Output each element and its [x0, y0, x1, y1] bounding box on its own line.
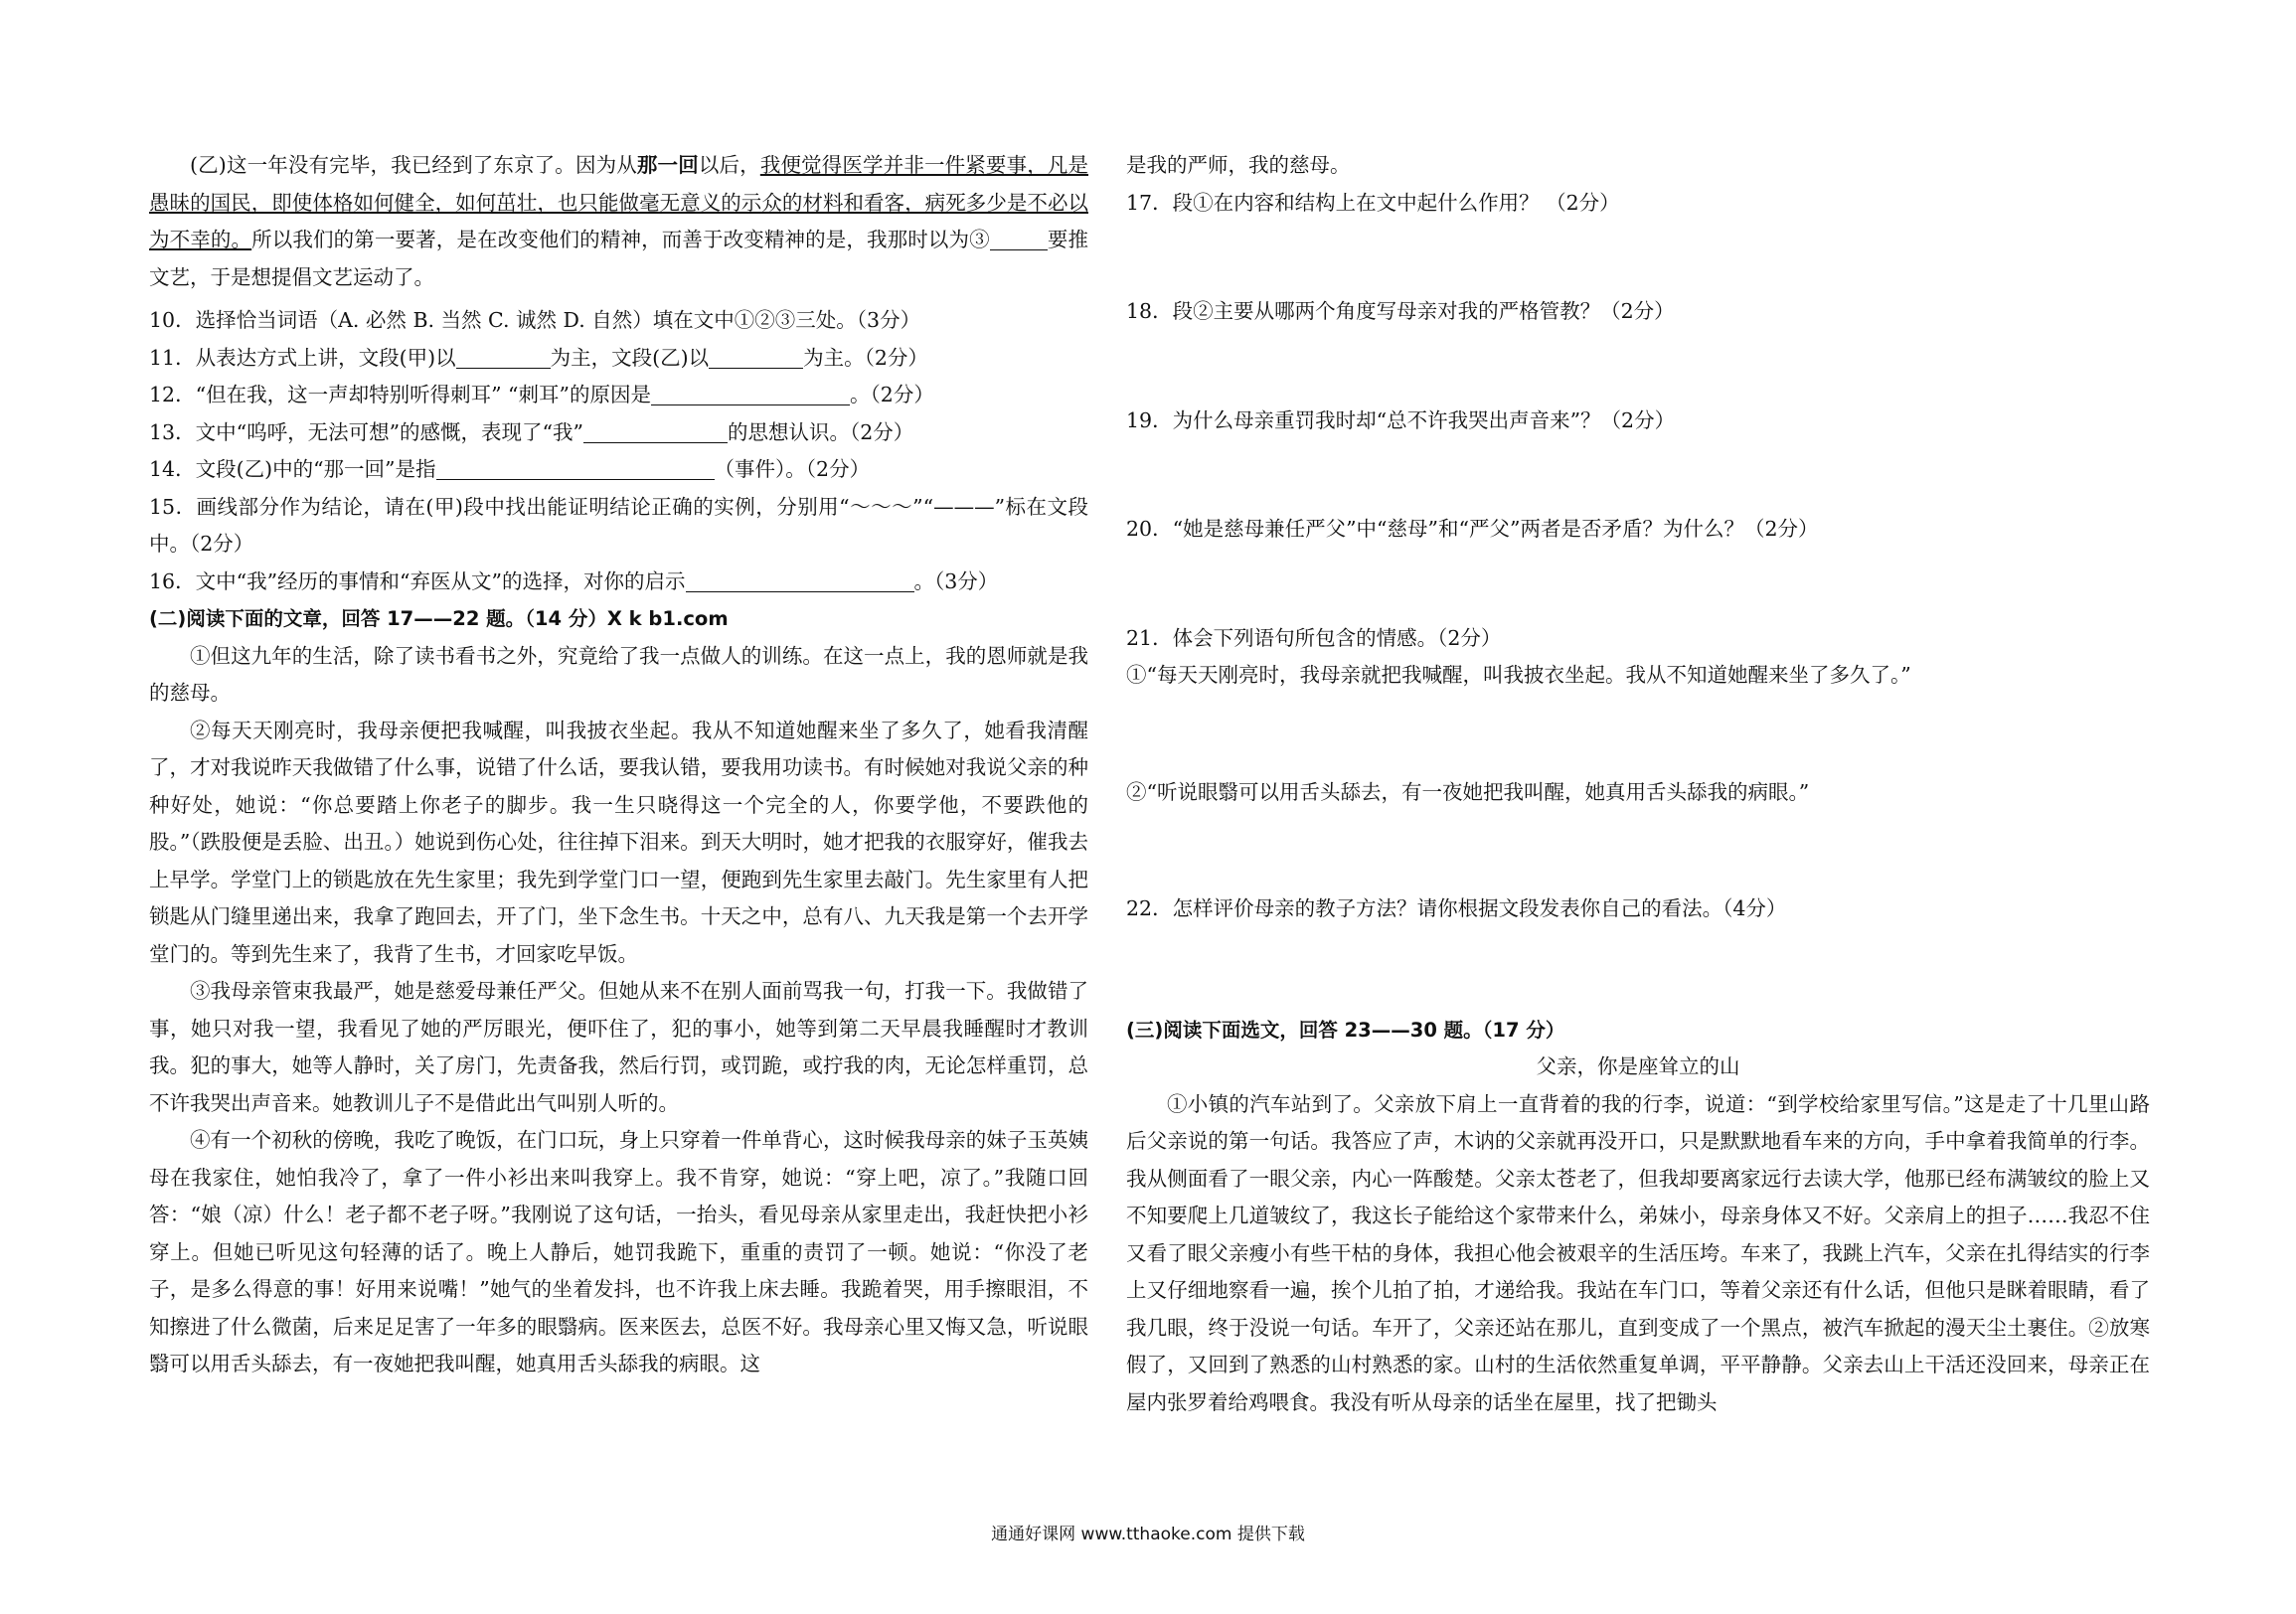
answer-space-18[interactable] [1126, 331, 2150, 403]
passage-yi-underlined: 我便觉得医学并非一件紧要事，凡是愚昧的国民，即使体格如何健全，如何茁壮，也只能做毫无意义的示众的材料和看客，病死多少是不必以为不幸的。 [149, 153, 1089, 251]
answer-space-19[interactable] [1126, 439, 2150, 511]
passage-yi-bold: 那一回 [636, 153, 699, 177]
question-17: 17．段①在内容和结构上在文中起什么作用？ （2分） [1126, 190, 1620, 215]
passage-yi-text-2: 以后， [698, 153, 760, 177]
passage-2-continuation: 是我的严师，我的慈母。 [1126, 153, 1351, 177]
answer-space-17[interactable] [1126, 222, 2150, 293]
q11-blank-1[interactable] [456, 344, 551, 369]
answer-space-20[interactable] [1126, 549, 2150, 620]
q16-text-b: 。（3分） [913, 568, 999, 593]
passage-2-para-3: ③我母亲管束我最严，她是慈爱母兼任严父。但她从来不在别人面前骂我一句，打我一下。我做错了事，她只对我一望，我看见了她的严厉眼光，便吓住了，犯的事小，她等到第二天早晨我睡醒时才教训我。犯的事大，她等人静时，关了房门，先责备我，然后行罚，或罚跪，或拧我的肉，无论怎样重罚，总不许我哭出声音来。她教训儿子不是借此出气叫别人听的。 [149, 979, 1088, 1115]
answer-blank-3[interactable] [990, 226, 1048, 250]
q14-blank[interactable] [436, 455, 715, 480]
section-2-heading: (二)阅读下面的文章，回答 17——22 题。（14 分）X k b1.com [149, 607, 729, 630]
page-footer: 通通好课网 www.tthaoke.com 提供下载 [991, 1525, 1305, 1544]
q12-text-a: 12．“但在我，这一声却特别听得刺耳” “刺耳”的原因是 [149, 383, 652, 406]
question-21-item-2: ②“听说眼翳可以用舌头舔去，有一夜她把我叫醒，她真用舌头舔我的病眼。” [1126, 779, 1810, 804]
passage-yi-text-4: 要推文艺，于是想提倡文艺运动了。 [149, 228, 1089, 289]
question-21-item-1: ①“每天天刚亮时，我母亲就把我喊醒，叫我披衣坐起。我从不知道她醒来坐了多久了。” [1126, 663, 1911, 687]
passage-yi-text-1: (乙)这一年没有完毕，我已经到了东京了。因为从 [190, 153, 637, 177]
passage-2-para-1: ①但这九年的生活，除了读书看书之外，究竟给了我一点做人的训练。在这一点上，我的恩师就是我的慈母。 [149, 643, 1088, 705]
q16-text-a: 16．文中“我”经历的事情和“弃医从文”的选择，对你的启示 [149, 568, 686, 593]
q12-text-b: 。（2分） [850, 383, 934, 406]
passage-3-title: 父亲，你是座耸立的山 [1536, 1054, 1740, 1078]
q14-text-a: 14．文段(乙)中的“那一回”是指 [149, 457, 436, 481]
question-12 [149, 377, 1088, 414]
question-15: 15．画线部分作为结论，请在(甲)段中找出能证明结论正确的实例，分别用“～～～”“———”标在文段中。（2分） [149, 494, 1088, 556]
q14-text-b: （事件）。（2分） [714, 457, 871, 481]
q11-text-b: 为主，文段(乙)以 [550, 345, 710, 370]
question-11 [149, 340, 1088, 378]
right-column [1126, 147, 2150, 1421]
question-13 [149, 414, 1088, 452]
passage-2-para-2: ②每天天刚亮时，我母亲便把我喊醒，叫我披衣坐起。我从不知道她醒来坐了多久了，她看我清醒了，才对我说昨天我做错了什么事，说错了什么话，要我认错，要我用功读书。有时候她对我说父亲的种种好处，她说：“你总要踏上你老子的脚步。我一生只晓得这一个完全的人，你要学他，不要跌他的股。”（跌股便是丢脸、出丑。）她说到伤心处，往往掉下泪来。到天大明时，她才把我的衣服穿好，催我去上早学。学堂门上的锁匙放在先生家里；我先到学堂门口一望，便跑到先生家里去敲门。先生家里有人把锁匙从门缝里递出来，我拿了跑回去，开了门，坐下念生书。十天之中，总有八、九天我是第一个去开学堂门的。等到先生来了，我背了生书，才回家吃早饭。 [149, 718, 1088, 966]
question-18: 18．段②主要从哪两个角度写母亲对我的严格管教？（2分） [1126, 299, 1675, 323]
question-14 [149, 451, 1088, 489]
answer-space-21-1[interactable] [1126, 695, 2150, 774]
passage-3-para-1: ①小镇的汽车站到了。父亲放下肩上一直背着的我的行李，说道：“到学校给家里写信。”这是走了十几里山路后父亲说的第一句话。我答应了声，木讷的父亲就再没开口，只是默默地看车来的方向，手中拿着我简单的行李。我从侧面看了一眼父亲，内心一阵酸楚。父亲太苍老了，但我却要离家远行去读大学，他那已经布满皱纹的脸上又不知要爬上几道皱纹了，我这长子能给这个家带来什么，弟妹小，母亲身体又不好。父亲肩上的担子……我忍不住又看了眼父亲瘦小有些干枯的身体，我担心他会被艰辛的生活压垮。车来了，我跳上汽车，父亲在扎得结实的行李上又仔细地察看一遍，挨个儿拍了拍，才递给我。我站在车门口，等着父亲还有什么话，但他只是眯着眼睛，看了我几眼，终于没说一句话。车开了，父亲还站在那儿，直到变成了一个黑点，被汽车掀起的漫天尘土裹住。②放寒假了，又回到了熟悉的山村熟悉的家。山村的生活依然重复单调，平平静静。父亲去山上干活还没回来，母亲正在屋内张罗着给鸡喂食。我没有听从母亲的话坐在屋里，找了把锄头 [1126, 1091, 2150, 1414]
q11-text-c: 为主。（2分） [803, 345, 928, 370]
question-21: 21．体会下列语句所包含的情感。（2分） [1126, 625, 1502, 650]
section-3-heading: (三)阅读下面选文，回答 23——30 题。（17 分） [1126, 1018, 1565, 1042]
q13-text-b: 的思想认识。（2分） [728, 419, 914, 444]
left-column [149, 147, 1088, 1383]
q11-text-a: 11．从表达方式上讲，文段(甲)以 [149, 345, 456, 370]
q13-text-a: 13．文中“呜呼，无法可想”的感慨，表现了“我” [149, 419, 584, 444]
question-20: 20．“她是慈母兼任严父”中“慈母”和“严父”两者是否矛盾？为什么？（2分） [1126, 517, 1819, 541]
question-19: 19．为什么母亲重罚我时却“总不许我哭出声音来”？（2分） [1126, 407, 1676, 432]
question-10: 10．选择恰当词语（A. 必然 B. 当然 C. 诚然 D. 自然）填在文中①②③三处。（3分） [149, 308, 921, 332]
answer-space-21-2[interactable] [1126, 811, 2150, 890]
passage-yi [149, 147, 1088, 296]
passage-yi-text-3: 所以我们的第一要著，是在改变他们的精神，而善于改变精神的是，我那时以为③ [251, 228, 990, 251]
q12-blank[interactable] [651, 381, 850, 405]
passage-2-para-4: ④有一个初秋的傍晚，我吃了晚饭，在门口玩，身上只穿着一件单背心，这时候我母亲的妹子玉英姨母在我家住，她怕我冷了，拿了一件小衫出来叫我穿上。我不肯穿，她说：“穿上吧，凉了。”我随口回答：“娘（凉）什么！老子都不老子呀。”我刚说了这句话，一抬头，看见母亲从家里走出，我赶快把小衫穿上。但她已听见这句轻薄的话了。晚上人静后，她罚我跪下，重重的责罚了一顿。她说：“你没了老子，是多么得意的事！好用来说嘴！”她气的坐着发抖，也不许我上床去睡。我跪着哭，用手擦眼泪，不知擦进了什么微菌，后来足足害了一年多的眼翳病。医来医去，总医不好。我母亲心里又悔又急，听说眼翳可以用舌头舔去，有一夜她把我叫醒，她真用舌头舔我的病眼。这 [149, 1128, 1088, 1375]
answer-space-22[interactable] [1126, 928, 2150, 1012]
q13-blank[interactable] [583, 418, 728, 443]
question-16 [149, 564, 1088, 601]
q16-blank[interactable] [686, 567, 914, 592]
q11-blank-2[interactable] [709, 344, 803, 369]
question-22: 22．怎样评价母亲的教子方法？请你根据文段发表你自己的看法。（4分） [1126, 896, 1787, 920]
